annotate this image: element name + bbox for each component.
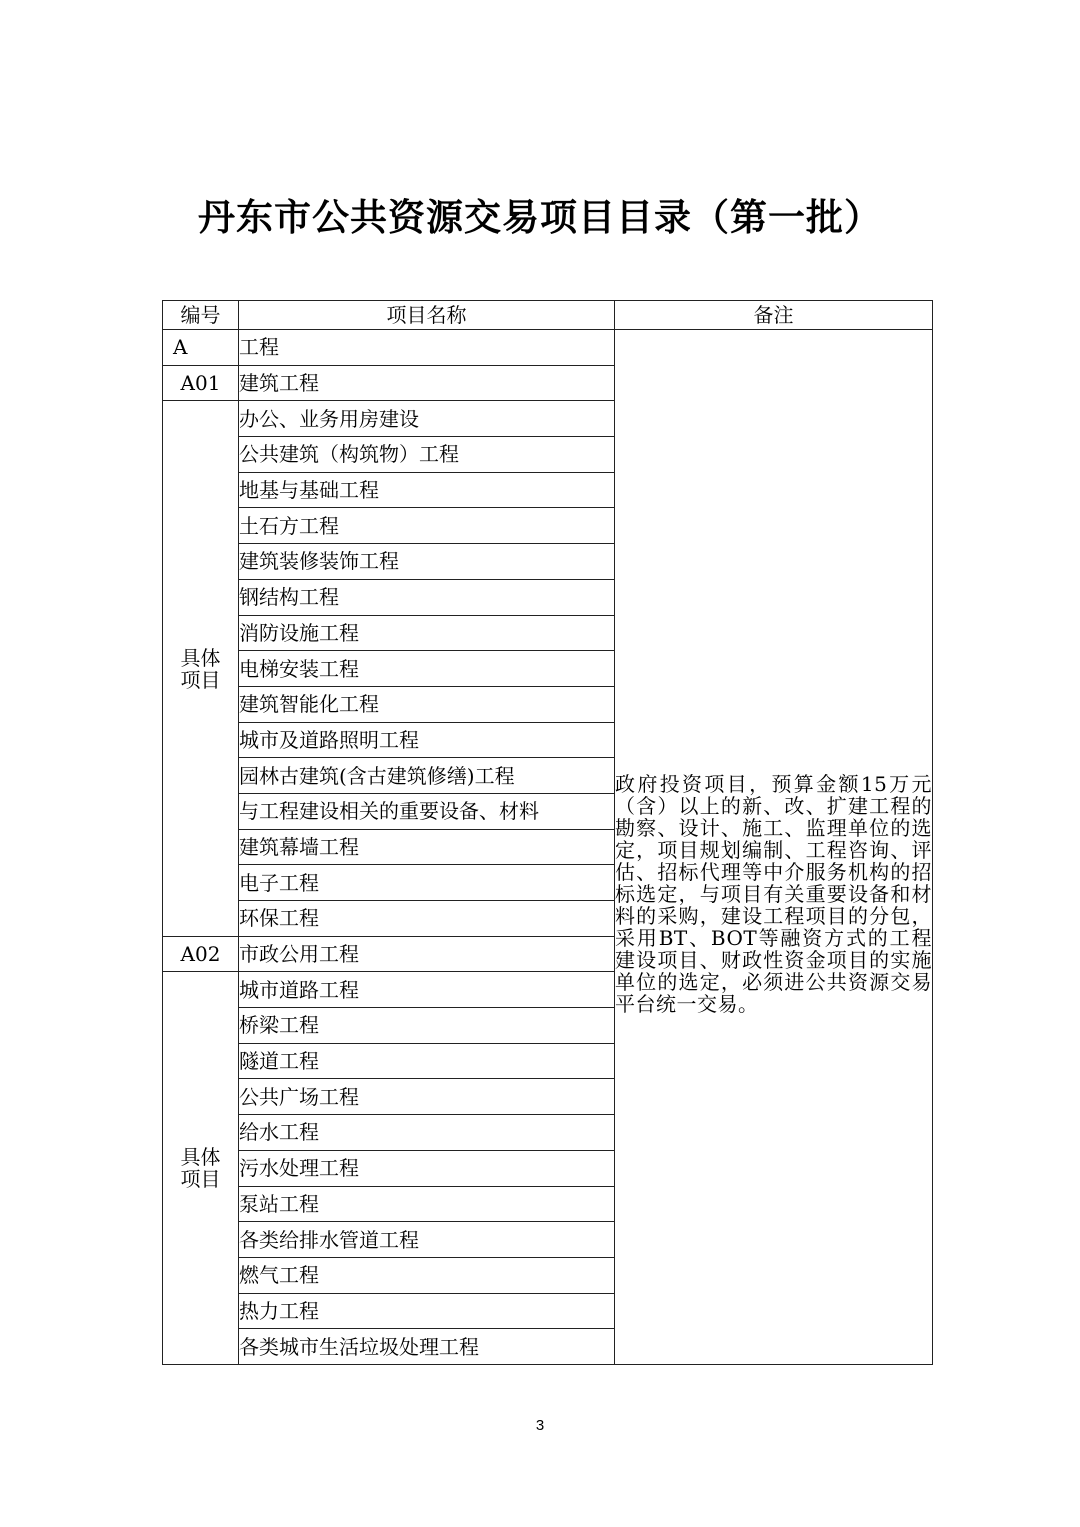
project-catalog-table xyxy=(162,300,933,1365)
list-item: 隧道工程 xyxy=(239,1043,615,1079)
header-note: 备注 xyxy=(615,301,933,330)
list-item: 环保工程 xyxy=(239,901,615,937)
group-label-line: 具体 xyxy=(180,1145,221,1170)
header-name: 项目名称 xyxy=(239,301,615,330)
list-item: 办公、业务用房建设 xyxy=(239,401,615,437)
table-header-row xyxy=(163,301,933,330)
list-item: 各类城市生活垃圾处理工程 xyxy=(239,1329,615,1365)
header-code: 编号 xyxy=(163,301,239,330)
list-item: 电子工程 xyxy=(239,865,615,901)
group-label-line: 具体 xyxy=(180,645,221,670)
list-item: 园林古建筑(含古建筑修缮)工程 xyxy=(239,758,615,794)
list-item: 建筑幕墙工程 xyxy=(239,829,615,865)
list-item: 污水处理工程 xyxy=(239,1150,615,1186)
remarks-cell xyxy=(615,330,933,1365)
list-item: 城市道路工程 xyxy=(239,972,615,1008)
list-item: 燃气工程 xyxy=(239,1257,615,1293)
section-code: A01 xyxy=(163,365,239,401)
group-label-line: 项目 xyxy=(180,1167,221,1192)
list-item: 各类给排水管道工程 xyxy=(239,1222,615,1258)
table-row xyxy=(163,330,933,366)
group-label xyxy=(163,972,239,1365)
list-item: 建筑装修装饰工程 xyxy=(239,544,615,580)
remarks-text: 政府投资项目，预算金额15万元（含）以上的新、改、扩建工程的勘察、设计、施工、监理单位的选定，项目规划编制、工程咨询、评估、招标代理等中介服务机构的招标选定，与项目有关重要设备和材料的采购，建设工程项目的分包，采用BT、BOT等融资方式的工程建设项目、财政性资金项目的实施单位的选定，必须进公共资源交易平台统一交易。 xyxy=(615,771,932,1016)
list-item: 公共建筑（构筑物）工程 xyxy=(239,437,615,473)
list-item: 给水工程 xyxy=(239,1115,615,1151)
list-item: 钢结构工程 xyxy=(239,579,615,615)
list-item: 热力工程 xyxy=(239,1293,615,1329)
list-item: 城市及道路照明工程 xyxy=(239,722,615,758)
list-item: 泵站工程 xyxy=(239,1186,615,1222)
document-title: 丹东市公共资源交易项目目录（第一批） xyxy=(198,196,882,239)
section-code: A02 xyxy=(163,936,239,972)
group-label-line: 项目 xyxy=(180,667,221,692)
section-name: 市政公用工程 xyxy=(239,936,615,972)
list-item: 地基与基础工程 xyxy=(239,472,615,508)
page-number: 3 xyxy=(535,1417,545,1434)
list-item: 电梯安装工程 xyxy=(239,651,615,687)
list-item: 与工程建设相关的重要设备、材料 xyxy=(239,793,615,829)
category-code: A xyxy=(163,330,239,366)
list-item: 桥梁工程 xyxy=(239,1008,615,1044)
list-item: 消防设施工程 xyxy=(239,615,615,651)
section-name: 建筑工程 xyxy=(239,365,615,401)
list-item: 公共广场工程 xyxy=(239,1079,615,1115)
category-name: 工程 xyxy=(239,330,615,366)
list-item: 建筑智能化工程 xyxy=(239,686,615,722)
list-item: 土石方工程 xyxy=(239,508,615,544)
group-label xyxy=(163,401,239,936)
